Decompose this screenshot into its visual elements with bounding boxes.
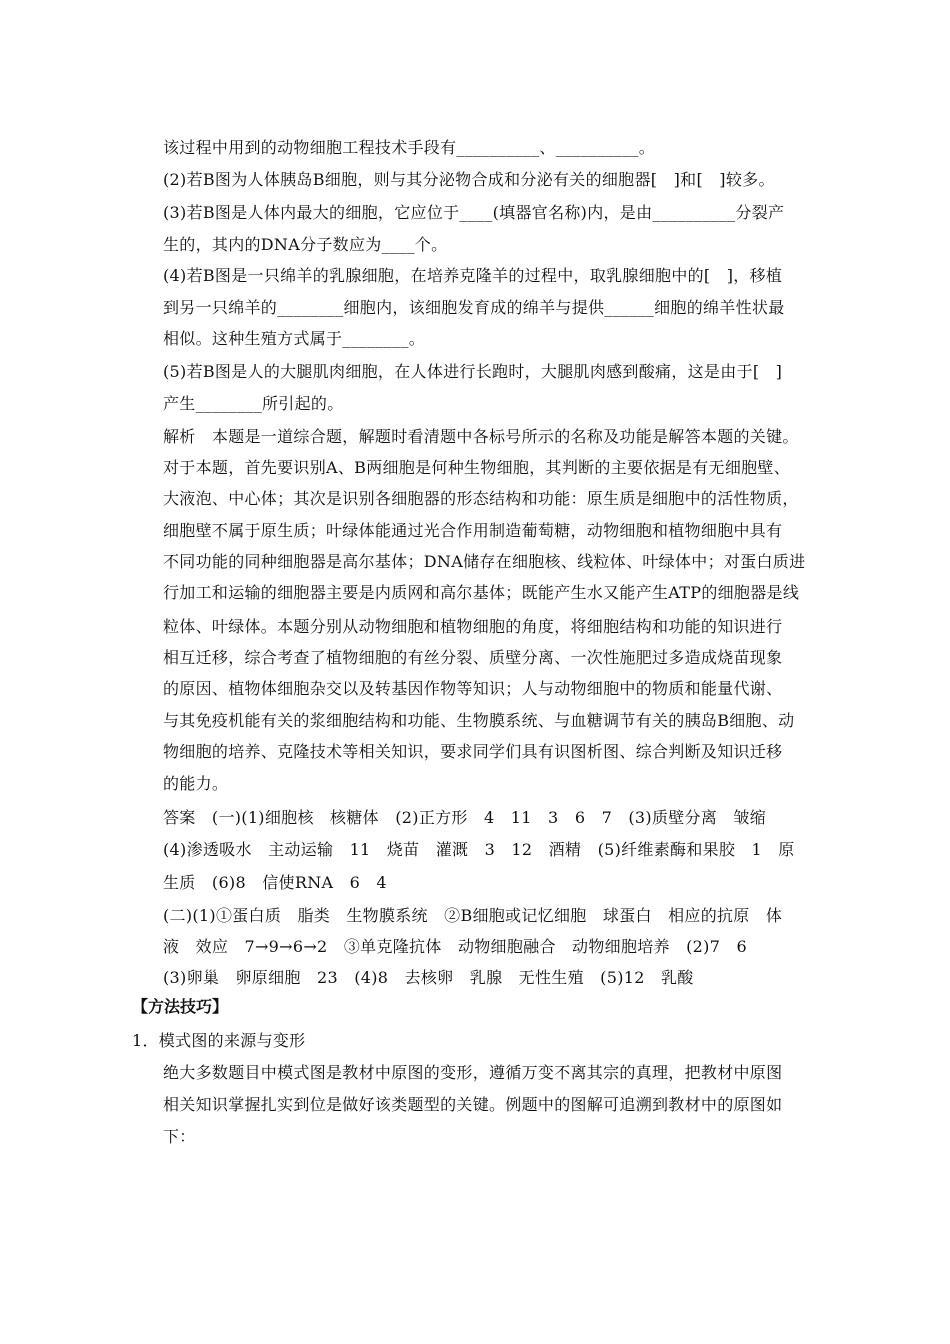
paragraph-line: 绝大多数题目中模式图是教材中原图的变形，遵循万变不离其宗的真理，把教材中原图: [163, 1063, 783, 1082]
text-line: (3)若B图是人体内最大的细胞，它应位于____(填器官名称)内，是由__________分裂产: [163, 203, 785, 222]
analysis-line: 的能力。: [163, 774, 229, 793]
text-line: (2)若B图为人体胰岛B细胞，则与其分泌物合成和分泌有关的细胞器[ ]和[ ]较多。: [163, 170, 775, 189]
analysis-line: 的原因、植物体细胞杂交以及转基因作物等知识；人与动物细胞中的物质和能量代谢、: [163, 679, 783, 698]
analysis-line: 解析 本题是一道综合题，解题时看清题中各标号所示的名称及功能是解答本题的关键。: [163, 427, 799, 446]
analysis-line: 物细胞的培养、克隆技术等相关知识，要求同学们具有识图析图、综合判断及知识迁移: [163, 742, 783, 761]
answer-line: (二)(1)①蛋白质 脂类 生物膜系统 ②B细胞或记忆细胞 球蛋白 相应的抗原 体: [163, 906, 783, 925]
paragraph-line: 下：: [163, 1127, 196, 1146]
answer-line: (3)卵巢 卵原细胞 23 (4)8 去核卵 乳腺 无性生殖 (5)12 乳酸: [163, 968, 694, 987]
analysis-line: 对于本题，首先要识别A、B两细胞是何种生物细胞，其判断的主要依据是有无细胞壁、: [163, 458, 791, 477]
answer-line: 答案 (一)(1)细胞核 核糖体 (2)正方形 4 11 3 6 7 (3)质壁分离 皱缩: [163, 808, 767, 827]
text-line: 相似。这种生殖方式属于________。: [163, 329, 426, 348]
section-heading: 【方法技巧】: [132, 997, 229, 1016]
answer-line: 生质 (6)8 信使RNA 6 4: [163, 873, 387, 892]
analysis-line: 不同功能的同种细胞器是高尔基体；DNA储存在细胞核、线粒体、叶绿体中；对蛋白质进: [163, 552, 806, 571]
text-line: 到另一只绵羊的________细胞内，该细胞发育成的绵羊与提供______细胞的绵羊性状最: [163, 298, 785, 317]
analysis-line: 细胞壁不属于原生质；叶绿体能通过光合作用制造葡萄糖，动物细胞和植物细胞中具有: [163, 521, 783, 540]
analysis-line: 大液泡、中心体；其次是识别各细胞器的形态结构和功能：原生质是细胞中的活性物质，: [163, 489, 799, 508]
analysis-line: 相互迁移，综合考查了植物细胞的有丝分裂、质壁分离、一次性施肥过多造成烧苗现象: [163, 648, 783, 667]
text-line: 该过程中用到的动物细胞工程技术手段有__________、__________。: [163, 138, 656, 157]
text-line: 生的，其内的DNA分子数应为____个。: [163, 235, 448, 254]
paragraph-line: 相关知识掌握扎实到位是做好该类题型的关键。例题中的图解可追溯到教材中的原图如: [163, 1095, 783, 1114]
text-line: (4)若B图是一只绵羊的乳腺细胞，在培养克隆羊的过程中，取乳腺细胞中的[ ]，移植: [163, 266, 783, 285]
analysis-line: 行加工和运输的细胞器主要是内质网和高尔基体；既能产生水又能产生ATP的细胞器是线: [163, 583, 800, 602]
analysis-line: 与其免疫机能有关的浆细胞结构和功能、生物膜系统、与血糖调节有关的胰岛B细胞、动: [163, 711, 795, 730]
text-line: 产生________所引起的。: [163, 394, 344, 413]
text-line: (5)若B图是人的大腿肌肉细胞，在人体进行长跑时，大腿肌肉感到酸痛，这是由于[ ]: [163, 362, 783, 381]
answer-line: (4)渗透吸水 主动运输 11 烧苗 灌溉 3 12 酒精 (5)纤维素酶和果胶 1 原: [163, 840, 795, 859]
answer-line: 液 效应 7→9→6→2 ③单克隆抗体 动物细胞融合 动物细胞培养 (2)7 6: [163, 937, 747, 956]
analysis-line: 粒体、叶绿体。本题分别从动物细胞和植物细胞的角度，将细胞结构和功能的知识进行: [163, 617, 783, 636]
subsection-title: 1．模式图的来源与变形: [132, 1031, 306, 1050]
